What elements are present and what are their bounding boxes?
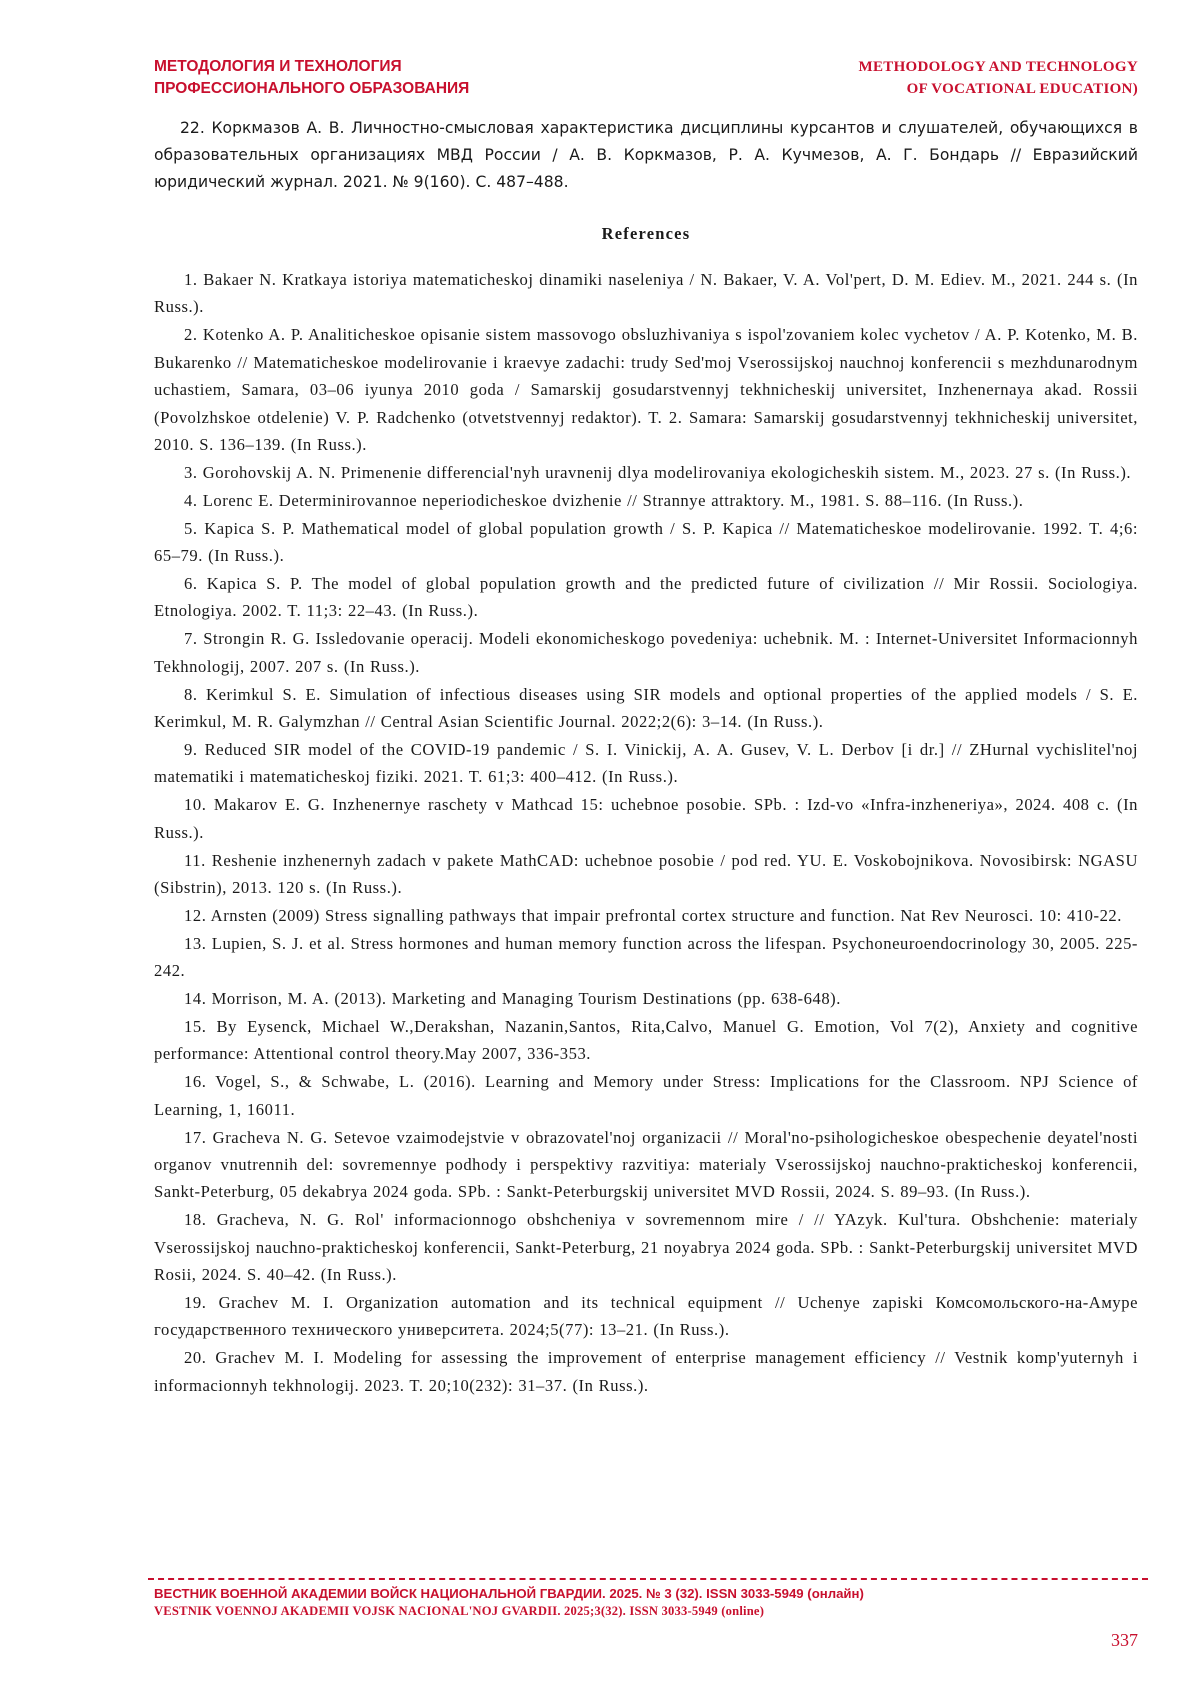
reference-item: 17. Gracheva N. G. Setevoe vzaimodejstvie v obrazovatel'noj organizacii // Moral'no-psihologicheskoe obespechenie deyatel'nosti organov vnutrennih del: sovremennye podhody i perspektivy razvitiya: materialy Vserossijskoj nauchno-prakticheskoj konferencii, Sankt-Peterburg, 05 dekabrya 2024 goda. SPb. : Sankt-Peterburgskij universitet MVD Rossii, 2024. S. 89–93. (In Russ.). (154, 1127, 1138, 1202)
reference-item: 20. Grachev M. I. Modeling for assessing the improvement of enterprise management efficiency // Vestnik komp'yuternyh i informacionnyh tekhnologij. 2023. T. 20;10(232): 31–37. (In Russ.). (154, 1348, 1138, 1395)
page-content (154, 115, 1138, 1400)
reference-item: 6. Kapica S. P. The model of global population growth and the predicted future of civilization // Mir Rossii. Sociologiya. Etnologiya. 2002. T. 11;3: 22–43. (In Russ.). (154, 573, 1138, 621)
reference-item: 10. Makarov E. G. Inzhenernye raschety v Mathcad 15: uchebnoe posobie. SPb. : Izd-vo «Infra-inzheneriya», 2024. 408 c. (In Russ.). (154, 795, 1138, 842)
reference-item: 7. Strongin R. G. Issledovanie operacij. Modeli ekonomicheskogo povedeniya: uchebnik. M. : Internet-Universitet Informacionnyh Tekhnologij, 2007. 207 s. (In Russ.). (154, 629, 1138, 676)
reference-item: 12. Arnsten (2009) Stress signalling pathways that impair prefrontal cortex structure and function. Nat Rev Neurosci. 10: 410-22. (184, 905, 1122, 925)
references-list (154, 266, 1138, 1399)
references-title: References (601, 224, 691, 243)
header-right-english (859, 56, 1139, 100)
footer-journal-russian: ВЕСТНИК ВОЕННОЙ АКАДЕМИИ ВОЙСК НАЦИОНАЛЬНОЙ ГВАРДИИ. 2025. № 3 (32). ISSN 3033-5949 (онлайн) (154, 1586, 864, 1601)
running-header (154, 56, 1138, 102)
header-left-russian (154, 56, 469, 100)
footer-divider (148, 1578, 1148, 1580)
reference-item: 19. Grachev M. I. Organization automation and its technical equipment // Uchenye zapiski Комсомольского-на-Амуре государственного технического университета. 2024;5(77): 13–21. (In Russ.). (154, 1293, 1138, 1340)
reference-item: 4. Lorenc E. Determinirovannoe neperiodicheskoe dvizhenie // Strannye attraktory. M., 1981. S. 88–116. (In Russ.). (184, 490, 1024, 510)
page-number: 337 (1111, 1630, 1138, 1650)
header-left-line1: МЕТОДОЛОГИЯ И ТЕХНОЛОГИЯ (154, 58, 402, 75)
reference-item: 2. Kotenko A. P. Analiticheskoe opisanie sistem massovogo obsluzhivaniya s ispol'zovaniem kolec vychetov / A. P. Kotenko, M. B. Bukarenko // Matematicheskoe modelirovanie i kraevye zadachi: trudy Sed'moj Vserossijskoj nauchnoj konferencii s mezhdunarodnym uchastiem, Samara, 03–06 iyunya 2010 goda / Samarskij gosudarstvennyj tekhnicheskij universitet, Inzhenernaya akad. Rossii (Povolzhskoe otdelenie) V. P. Radchenko (otvetstvennyj redaktor). T. 2. Samara: Samarskij gosudarstvennyj tekhnicheskij universitet, 2010. S. 136–139. (In Russ.). (154, 325, 1138, 454)
header-right-line2: OF VOCATIONAL EDUCATION) (906, 81, 1138, 97)
reference-item: 8. Kerimkul S. E. Simulation of infectious diseases using SIR models and optional properties of the applied models / S. E. Kerimkul, M. R. Galymzhan // Central Asian Scientific Journal. 2022;2(6): 3–14. (In Russ.). (154, 684, 1138, 731)
reference-item: 3. Gorohovskij A. N. Primenenie differencial'nyh uravnenij dlya modelirovaniya ekologicheskih sistem. M., 2023. 27 s. (In Russ.). (184, 462, 1132, 482)
header-right-line1: METHODOLOGY AND TECHNOLOGY (858, 59, 1138, 75)
reference-item: 18. Gracheva, N. G. Rol' informacionnogo obshcheniya v sovremennom mire / // YAzyk. Kul'tura. Obshchenie: materialy Vserossijskoj nauchno-prakticheskoj konferencii, Sankt-Peterburg, 21 noyabrya 2024 goda. SPb. : Sankt-Peterburgskij universitet MVD Rosii, 2024. S. 40–42. (In Russ.). (154, 1210, 1138, 1285)
running-footer (154, 1585, 1138, 1620)
reference-item: 5. Kapica S. P. Mathematical model of global population growth / S. P. Kapica // Matematicheskoe modelirovanie. 1992. T. 4;6: 65–79. (In Russ.). (154, 518, 1138, 566)
reference-item: 13. Lupien, S. J. et al. Stress hormones and human memory function across the lifespan. Psychoneuroendocrinology 30, 2005. 225-242. (154, 933, 1138, 981)
reference-item: 9. Reduced SIR model of the COVID-19 pandemic / S. I. Vinickij, A. A. Gusev, V. L. Derbov [i dr.] // ZHurnal vychislitel'noj matematiki i matematicheskoj fiziki. 2021. T. 61;3: 400–412. (In Russ.). (154, 739, 1138, 787)
russian-reference-22: 22. Коркмазов А. В. Личностно-смысловая характеристика дисциплины курсантов и слушателей, обучающихся в образовательных организациях МВД России / А. В. Коркмазов, Р. А. Кучмезов, А. Г. Бондарь // Евразийский юридический журнал. 2021. № 9(160). С. 487–488. (154, 119, 1138, 191)
reference-item: 11. Reshenie inzhenernyh zadach v pakete MathCAD: uchebnoe posobie / pod red. YU. E. Voskobojnikova. Novosibirsk: NGASU (Sibstrin), 2013. 120 s. (In Russ.). (154, 850, 1138, 897)
footer-journal-english: VESTNIK VOENNOJ AKADEMII VOJSK NACIONAL'NOJ GVARDII. 2025;3(32). ISSN 3033-5949 (online) (154, 1604, 765, 1618)
reference-item: 14. Morrison, M. A. (2013). Marketing and Managing Tourism Destinations (pp. 638-648). (184, 989, 841, 1009)
reference-item: 1. Bakaer N. Kratkaya istoriya matematicheskoj dinamiki naseleniya / N. Bakaer, V. A. Vol'pert, D. M. Ediev. M., 2021. 244 s. (In Russ.). (154, 270, 1138, 317)
reference-item: 16. Vogel, S., & Schwabe, L. (2016). Learning and Memory under Stress: Implications for the Classroom. NPJ Science of Learning, 1, 16011. (154, 1072, 1138, 1119)
header-left-line2: ПРОФЕССИОНАЛЬНОГО ОБРАЗОВАНИЯ (154, 80, 470, 97)
reference-item: 15. By Eysenck, Michael W.,Derakshan, Nazanin,Santos, Rita,Calvo, Manuel G. Emotion, Vol 7(2), Anxiety and cognitive performance: Attentional control theory.May 2007, 336-353. (154, 1016, 1138, 1064)
